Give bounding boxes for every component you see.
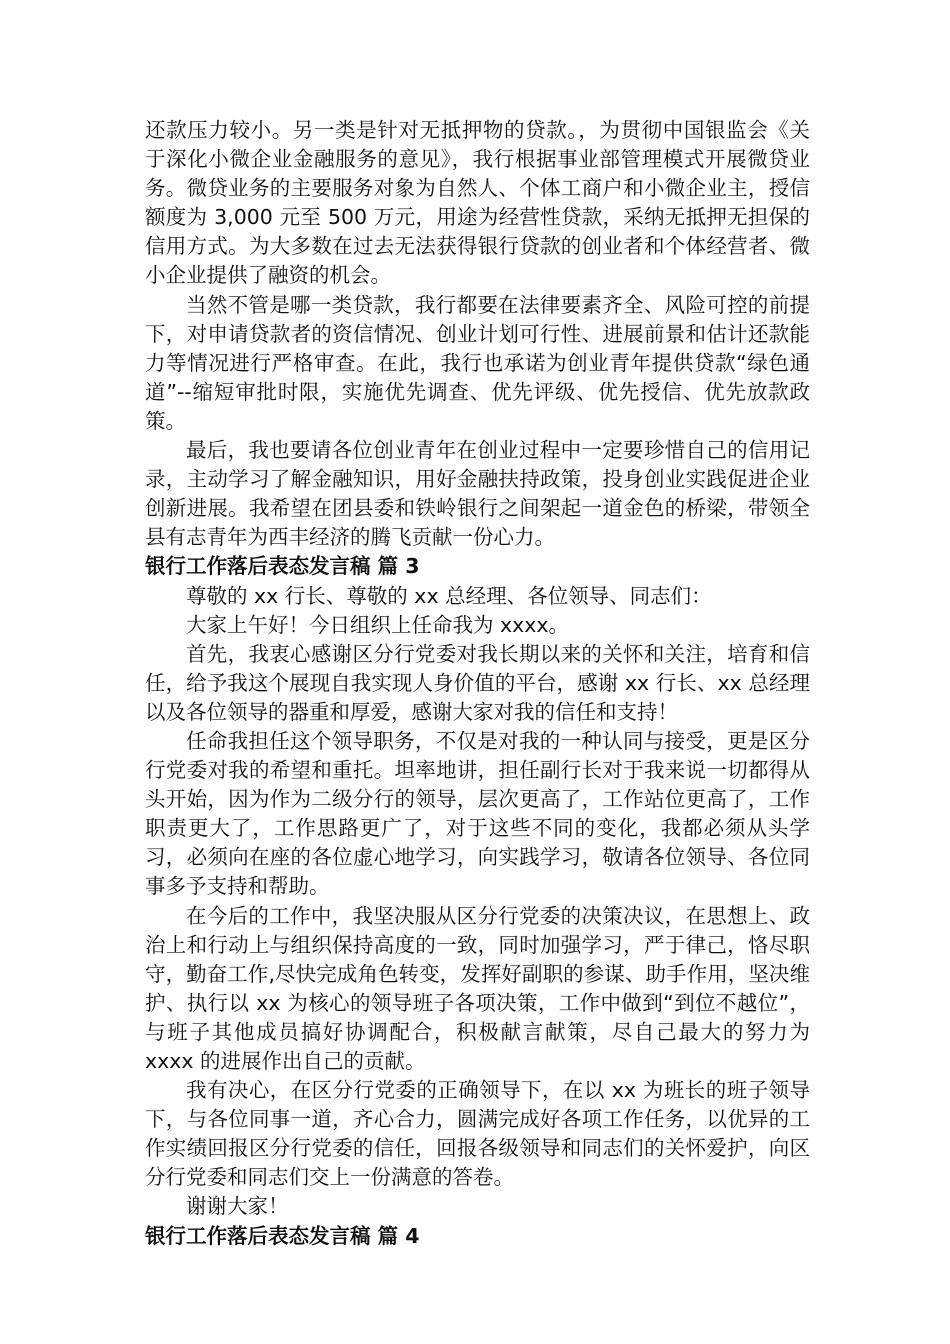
paragraph-commitment: 在今后的工作中，我坚决服从区分行党委的决策决议，在思想上、政治上和行动上与组织保持高度的一致，同时加强学习，严于律己，恪尽职守，勤奋工作,尽快完成角色转变，发挥好副职的参谋、助手作用，坚决维护、执行以 xx 为核心的领导班子各项决策，工作中做到“到位不越位”，与班子其他成员搞好协调配合，积极献言献策，尽自己最大的努力为 xxxx 的进展作出自己的贡献。	[145, 903, 810, 1073]
paragraph-closing-appeal: 最后，我也要请各位创业青年在创业过程中一定要珍惜自己的信用记录，主动学习了解金融知识，用好金融扶持政策，投身创业实践促进企业创新进展。我希望在团县委和铁岭银行之间架起一道金色的桥梁，带领全县有志青年为西丰经济的腾飞贡献一份心力。	[145, 438, 810, 550]
paragraph-resolve: 我有决心，在区分行党委的正确领导下，在以 xx 为班长的班子领导下，与各位同事一道，齐心合力，圆满完成好各项工作任务，以优异的工作实绩回报区分行党委的信任，回报各级领导和同志们的关怀爱护，向区分行党委和同志们交上一份满意的答卷。	[145, 1078, 810, 1190]
paragraph-greeting: 大家上午好！今日组织上任命我为 xxxx。	[186, 612, 570, 637]
paragraph-loan-review: 当然不管是哪一类贷款，我行都要在法律要素齐全、风险可控的前提下，对申请贷款者的资信情况、创业计划可行性、进展前景和估计还款能力等情况进行严格审查。在此，我行也承诺为创业青年提供贷款“绿色通道”--缩短审批时限，实施优先调查、优先评级、优先授信、优先放款政策。	[145, 292, 810, 433]
paragraph-appointment: 任命我担任这个领导职务，不仅是对我的一种认同与接受，更是区分行党委对我的希望和重托。坦率地讲，担任副行长对于我来说一切都得从头开始，因为作为二级分行的领导，层次更高了，工作站位更高了，工作职责更大了，工作思路更广了，对于这些不同的变化，我都必须从头学习，必须向在座的各位虚心地学习，向实践学习，敬请各位领导、各位同事多予支持和帮助。	[145, 728, 810, 899]
paragraph-thanks: 首先，我衷心感谢区分行党委对我长期以来的关怀和关注，培育和信任，给予我这个展现自我实现人身价值的平台，感谢 xx 行长、xx 总经理以及各位领导的器重和厚爱，感谢大家对我的信任和支持！	[145, 641, 810, 724]
section-heading-3: 银行工作落后表态发言稿 篇 3	[145, 554, 420, 579]
paragraph-loan-types: 还款压力较小。另一类是针对无抵押物的贷款。，为贯彻中国银监会《关于深化小微企业金融服务的意见》，我行根据事业部管理模式开展微贷业务。微贷业务的主要服务对象为自然人、个体工商户和小微企业主，授信额度为 3,000 元至 500 万元，用途为经营性贷款，采纳无抵押无担保的信用方式。为大多数在过去无法获得银行贷款的创业者和个体经营者、微小企业提供了融资的机会。	[145, 118, 810, 288]
paragraph-salutation: 尊敬的 xx 行长、尊敬的 xx 总经理、各位领导、同志们：	[186, 583, 712, 608]
document-page	[145, 116, 810, 1251]
paragraph-thank-you: 谢谢大家！	[186, 1194, 289, 1219]
section-heading-4: 银行工作落后表态发言稿 篇 4	[145, 1223, 420, 1248]
